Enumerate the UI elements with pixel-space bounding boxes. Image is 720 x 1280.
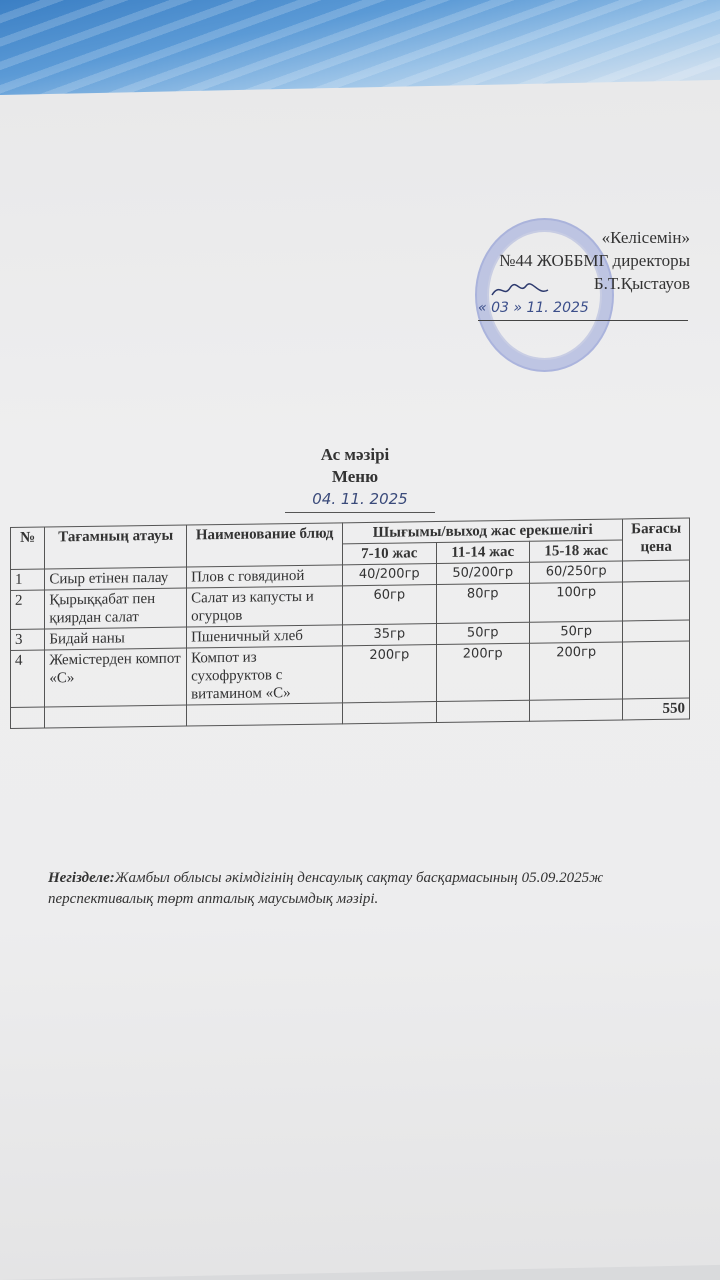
row-name-kz: Жемістерден компот «С» (45, 648, 187, 707)
approval-heading: «Келісемін» (601, 228, 690, 247)
header-output: Шығымы/выход жас ерекшелігі (343, 519, 623, 544)
basis-note (48, 868, 688, 910)
row-name-kz: Сиыр етінен палау (45, 567, 187, 590)
row-price (623, 641, 690, 699)
empty-cell (11, 707, 45, 728)
approval-date: « 03 » 11. 2025 (478, 300, 688, 321)
signature (490, 280, 550, 300)
header-name-ru: Наименование блюд (187, 523, 343, 567)
approval-position: №44 ЖОББМГ директоры (499, 251, 690, 270)
row-output-3: 200гр (529, 642, 622, 700)
header-age-3: 15-18 жас (529, 540, 622, 562)
row-name-ru: Салат из капусты и огурцов (187, 586, 343, 627)
row-output-3: 100гр (529, 582, 622, 622)
approval-block (440, 226, 690, 295)
row-num: 2 (11, 590, 45, 629)
table-row (11, 641, 690, 707)
basis-label: Негізделе: (48, 870, 115, 886)
row-output-2: 50гр (436, 622, 529, 644)
row-name-kz: Бидай наны (45, 627, 187, 650)
title-ru: Меню (331, 467, 379, 486)
header-age-1: 7-10 жас (343, 543, 436, 565)
header-name-kz: Тағамның атауы (45, 525, 187, 569)
page-title (280, 444, 430, 488)
approval-director-name: Б.Т.Қыстауов (593, 274, 690, 293)
menu-date: 04. 11. 2025 (285, 490, 435, 513)
row-output-2: 50/200гр (436, 562, 529, 584)
menu-table (10, 518, 690, 729)
total-price: 550 (623, 698, 690, 720)
row-name-kz: Қырыққабат пен қиярдан салат (45, 588, 187, 629)
row-name-ru: Плов с говядиной (187, 565, 343, 588)
row-output-1: 200гр (343, 645, 436, 703)
row-num: 4 (11, 650, 45, 707)
empty-cell (343, 702, 436, 724)
row-price (623, 581, 690, 621)
row-output-1: 40/200гр (343, 564, 436, 586)
row-output-2: 80гр (436, 583, 529, 623)
row-price (623, 560, 690, 582)
empty-cell (436, 700, 529, 722)
empty-cell (45, 705, 187, 728)
basis-text: Жамбыл облысы әкімдігінің денсаулық сақтау басқармасының 05.09.2025ж перспективалық төрт апталық маусымдық мәзірі. (48, 870, 604, 907)
row-output-1: 60гр (343, 585, 436, 625)
row-output-2: 200гр (436, 643, 529, 701)
header-price: Бағасы цена (623, 518, 690, 561)
row-price (623, 620, 690, 642)
row-num: 1 (11, 569, 45, 590)
row-num: 3 (11, 629, 45, 650)
header-age-2: 11-14 жас (436, 541, 529, 563)
title-kz: Ас мәзірі (320, 445, 390, 464)
header-num: № (11, 527, 45, 569)
row-output-1: 35гр (343, 624, 436, 646)
row-output-3: 50гр (529, 621, 622, 643)
empty-cell (187, 703, 343, 726)
empty-cell (529, 699, 622, 721)
row-name-ru: Пшеничный хлеб (187, 625, 343, 648)
row-output-3: 60/250гр (529, 561, 622, 583)
row-name-ru: Компот из сухофруктов с витамином «С» (187, 646, 343, 705)
